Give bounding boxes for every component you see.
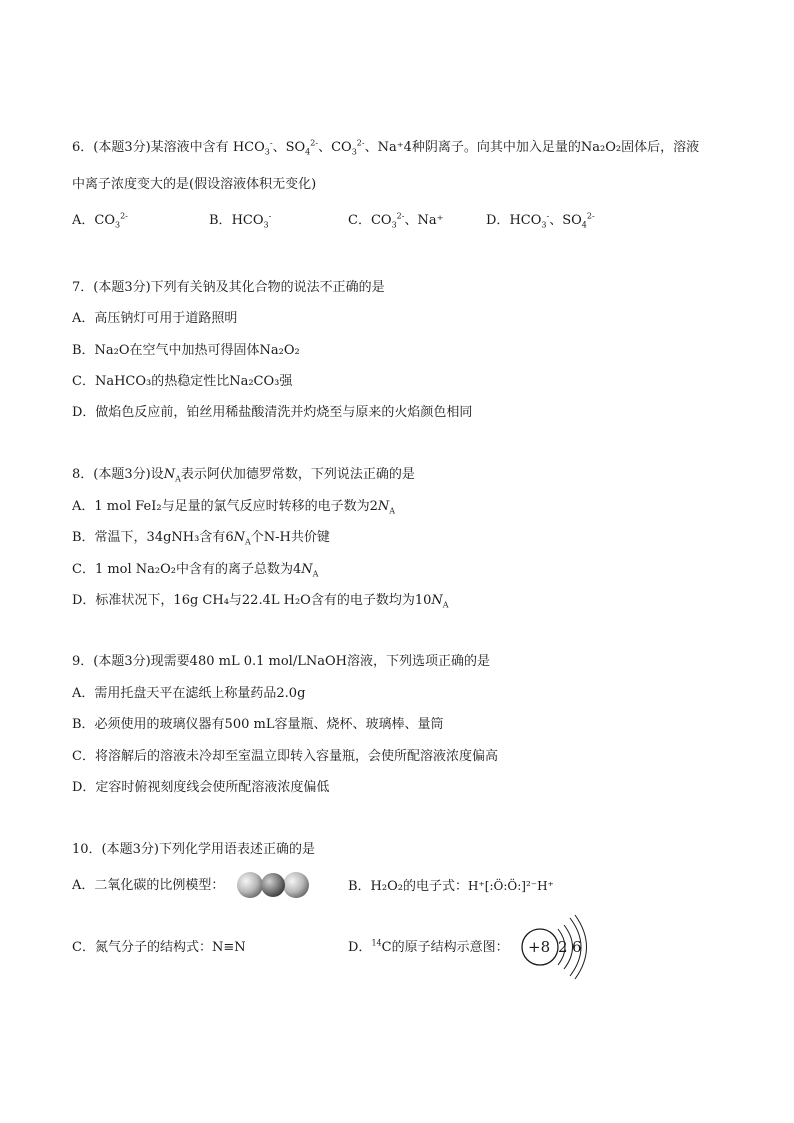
- q8-option-b[interactable]: B．常温下，34gNH₃含有$6N_A$个N-H共价键: [72, 530, 330, 547]
- q8-stem: 8．(本题3分)设$N_A$表示阿伏加德罗常数，下列说法正确的是: [72, 467, 415, 484]
- q9-option-a[interactable]: A．需用托盘天平在滤纸上称量药品2.0g: [72, 686, 306, 701]
- h2o2-electron-formula: H⁺[:Ö:Ö:]²⁻H⁺: [467, 879, 554, 893]
- q6-option-a[interactable]: A．$CO_3^{2-}$: [72, 211, 128, 230]
- q8-option-c[interactable]: C．1 mol Na₂O₂中含有的离子总数为$4N_A$: [72, 562, 319, 579]
- co2-space-filling-model: [236, 870, 310, 900]
- q10-option-d[interactable]: D．$^{14}$C的原子结构示意图：: [348, 938, 509, 955]
- q8-option-d[interactable]: D．标准状况下，16g CH₄与22.4L H₂O含有的电子数均为$10N_A$: [72, 593, 449, 610]
- carbon-atom: [261, 873, 285, 897]
- q10-option-b[interactable]: B．H₂O₂的电子式：H⁺[:Ö:Ö:]²⁻H⁺: [348, 879, 554, 894]
- q6-line1: 6．(本题3分)某溶液中含有 $HCO_3^-$、$SO_4^{2-}$、$CO_3^{2-}$、Na⁺4种阴离子。向其中加入足量的Na₂O₂固体后，溶液: [72, 138, 700, 157]
- q9-option-d[interactable]: D．定容时俯视刻度线会使所配溶液浓度偏低: [72, 780, 330, 795]
- q9-stem: 9．(本题3分)现需要480 mL 0.1 mol/LNaOH溶液，下列选项正确的是: [72, 654, 490, 669]
- q7-stem: 7．(本题3分)下列有关钠及其化合物的说法不正确的是: [72, 280, 385, 295]
- shell2-electrons: 6: [572, 938, 582, 956]
- q10-stem: 10．(本题3分)下列化学用语表述正确的是: [72, 842, 315, 857]
- q9-option-c[interactable]: C．将溶解后的溶液未冷却至室温立即转入容量瓶，会使所配溶液浓度偏高: [72, 749, 498, 764]
- q10-option-c[interactable]: C．氮气分子的结构式：N≡N: [72, 940, 246, 955]
- q7-option-d[interactable]: D．做焰色反应前，铂丝用稀盐酸清洗并灼烧至与原来的火焰颜色相同: [72, 405, 473, 420]
- nucleus-charge: +8: [528, 938, 551, 956]
- oxygen-atom-right: [283, 872, 309, 898]
- q6-option-b[interactable]: B．$HCO_3^-$: [209, 211, 272, 230]
- q6-line2: 中离子浓度变大的是(假设溶液体积无变化): [72, 177, 317, 192]
- q6-option-d[interactable]: D．$HCO_3^-$、$SO_4^{2-}$: [486, 211, 595, 230]
- q8-option-a[interactable]: A．1 mol FeI₂与足量的氯气反应时转移的电子数为$2N_A$: [72, 499, 396, 516]
- q9-option-b[interactable]: B．必须使用的玻璃仪器有500 mL容量瓶、烧杯、玻璃棒、量筒: [72, 717, 444, 732]
- q10-option-a[interactable]: A．二氧化碳的比例模型：: [72, 878, 225, 893]
- oxygen-atom-left: [237, 872, 263, 898]
- q7-option-c[interactable]: C．NaHCO₃的热稳定性比Na₂CO₃强: [72, 374, 293, 389]
- q7-option-a[interactable]: A．高压钠灯可用于道路照明: [72, 311, 238, 326]
- q7-option-b[interactable]: B．Na₂O在空气中加热可得固体Na₂O₂: [72, 343, 300, 358]
- q6-option-c[interactable]: C．$CO_3^{2-}$、Na⁺: [348, 211, 444, 230]
- shell1-electrons: 2: [558, 938, 568, 956]
